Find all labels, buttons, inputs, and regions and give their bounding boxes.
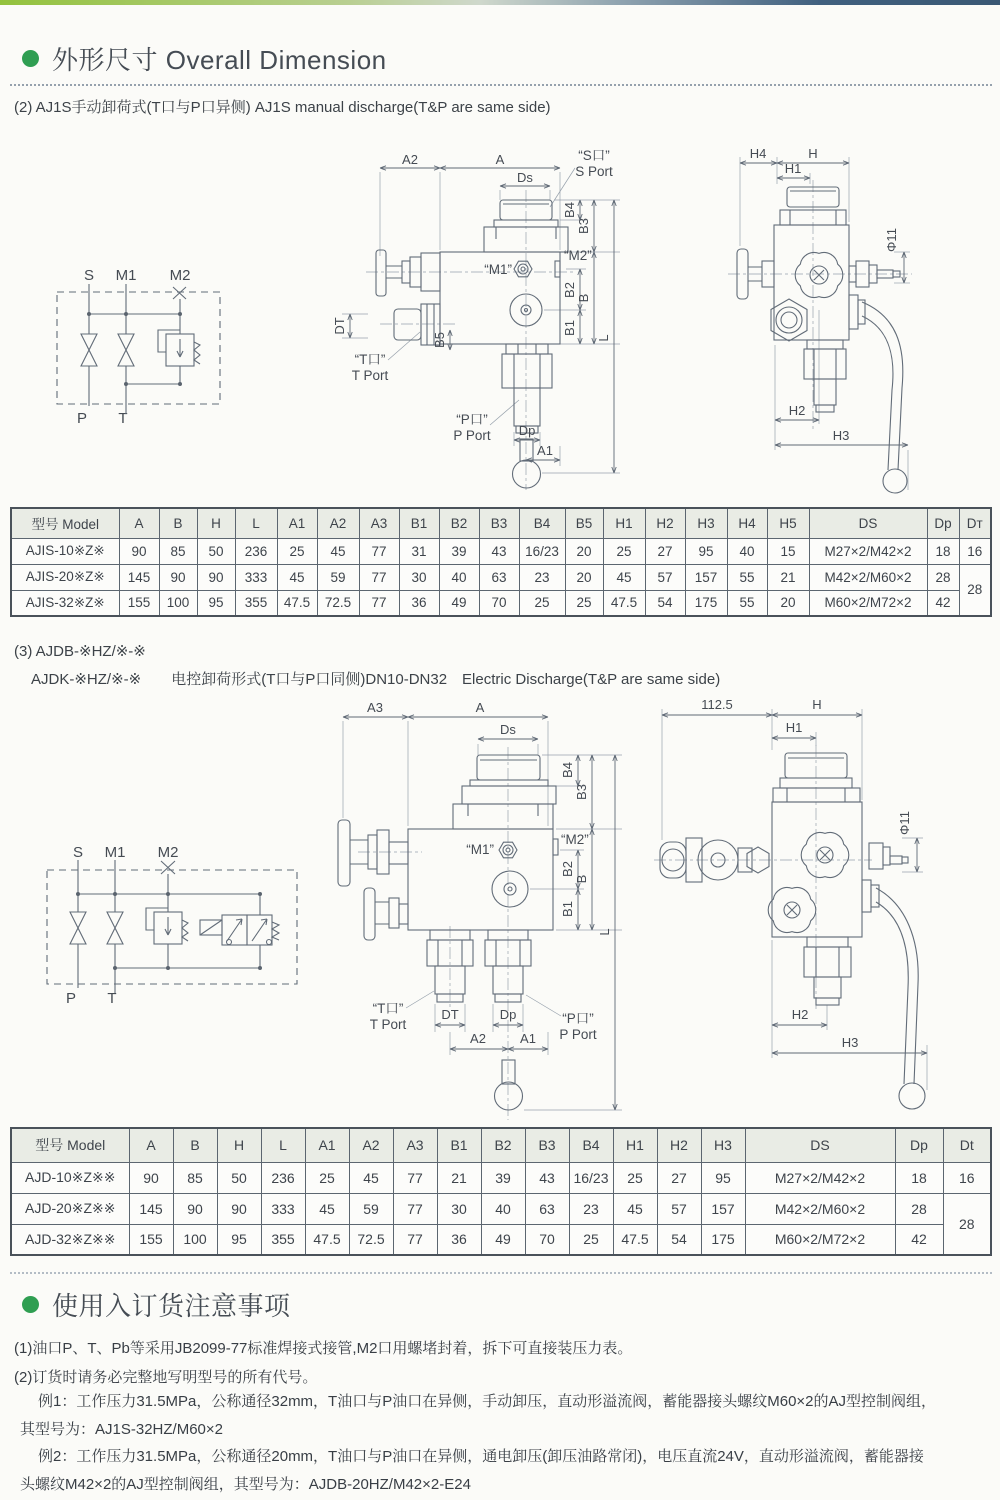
m1-port-label: “M1”	[484, 262, 512, 277]
front-view-drawing-manual-valve	[322, 138, 642, 493]
column-header: Dт	[959, 508, 991, 538]
column-header: B2	[481, 1128, 525, 1162]
value-cell: 21	[437, 1162, 481, 1193]
dim-label-l: L	[597, 928, 612, 936]
value-cell: 47.5	[613, 1224, 657, 1255]
value-cell: 25	[519, 590, 565, 616]
dim-label-b2: B2	[562, 282, 577, 298]
dim-label-a1: A1	[520, 1031, 536, 1046]
value-cell: 236	[235, 538, 277, 564]
side-view-drawing-electric-valve	[640, 690, 1000, 1120]
column-header: B1	[437, 1128, 481, 1162]
table-row	[11, 1224, 991, 1255]
dim-label-112-5: 112.5	[701, 697, 733, 712]
value-cell: 45	[317, 538, 359, 564]
dimension-lines	[662, 713, 927, 1055]
dim-label-l: L	[596, 334, 611, 342]
column-header: A	[119, 508, 159, 538]
dimension-lines	[740, 161, 908, 447]
dim-label-h3: H3	[832, 428, 850, 443]
dim-label-a2: A2	[402, 152, 418, 167]
m2-port-label: “M2”	[561, 832, 589, 847]
value-cell: 155	[129, 1224, 173, 1255]
junction-dots	[87, 312, 182, 386]
example-2-line-2: 头螺纹M42×2的AJ型控制阀组，其型号为：AJDB-20HZ/M42×2-E24	[20, 1475, 471, 1493]
ordering-note-1: (1)油口P、T、Pb等采用JB2099-77标准焊接式接管,M2口用螺堵封着，拆下可直接装压力表。	[14, 1340, 633, 1357]
column-header: H2	[645, 508, 685, 538]
table-header-row	[11, 1128, 991, 1162]
value-cell: 63	[479, 564, 519, 590]
column-header: B5	[565, 508, 603, 538]
page-top-accent-bar	[0, 0, 1000, 5]
value-cell: 36	[399, 590, 439, 616]
value-cell: 16	[959, 538, 991, 564]
dim-label-a3: A3	[367, 700, 383, 715]
column-header: B4	[569, 1128, 613, 1162]
t-port-cn-label: “T口”	[354, 352, 386, 367]
subsection-2-caption: (2) AJ1S手动卸荷式(T口与P口异侧) AJ1S manual discharge(T&P are same side)	[14, 99, 551, 116]
value-cell: 42	[895, 1224, 943, 1255]
model-cell: AJD-10※Z※※	[11, 1162, 129, 1193]
electric-discharge-desc: 电控卸荷形式(T口与P口同侧)DN10-DN32 Electric Discharge(T&P are same side)	[171, 671, 721, 688]
value-cell: 25	[613, 1162, 657, 1193]
ordering-note-2: (2)订货时请务必完整地写明型号的所有代号。	[14, 1369, 318, 1386]
value-cell: 90	[217, 1193, 261, 1224]
dim-label-b4: B4	[560, 762, 575, 778]
value-cell: 28	[943, 1193, 991, 1255]
outline-geometry	[737, 187, 907, 493]
value-cell: 175	[685, 590, 727, 616]
value-cell: 72.5	[317, 590, 359, 616]
dim-label-a: A	[475, 700, 485, 715]
value-cell: 85	[173, 1162, 217, 1193]
table-row	[11, 1162, 991, 1193]
table-row	[11, 538, 991, 564]
column-header: H3	[701, 1128, 745, 1162]
value-cell: 30	[437, 1193, 481, 1224]
column-header: L	[235, 508, 277, 538]
dimension-table-ajd	[10, 1127, 992, 1256]
value-cell: 155	[119, 590, 159, 616]
dim-label-dp: Dp	[518, 423, 536, 438]
center-lines	[358, 747, 508, 1120]
dim-label-b3: B3	[574, 784, 589, 800]
extension-lines	[343, 721, 622, 1110]
value-cell: 77	[393, 1193, 437, 1224]
value-cell: 45	[613, 1193, 657, 1224]
t-port-en-label: T Port	[369, 1017, 407, 1032]
value-cell: 54	[645, 590, 685, 616]
model-cell: AJIS-10※Z※	[11, 538, 119, 564]
value-cell: 77	[359, 538, 399, 564]
value-cell: 90	[197, 564, 235, 590]
column-header: DS	[745, 1128, 895, 1162]
table-row	[11, 564, 991, 590]
value-cell: 42	[927, 590, 959, 616]
value-cell: 49	[439, 590, 479, 616]
example-1-line-1: 例1：工作压力31.5MPa，公称通径32mm，T油口与P油口在异侧，手动卸压，直动形溢流阀，蓄能器接头螺纹M60×2的AJ型控制阀组，	[38, 1393, 937, 1410]
dim-label-b2: B2	[560, 861, 575, 877]
dotted-divider	[10, 84, 992, 86]
dim-label-h3: H3	[841, 1035, 859, 1050]
value-cell: 90	[119, 538, 159, 564]
outline-geometry	[338, 755, 558, 1110]
value-cell: 55	[727, 564, 767, 590]
p-port-en-label: P Port	[453, 428, 491, 443]
dim-label-b: B	[576, 293, 591, 303]
column-header: B1	[399, 508, 439, 538]
hydraulic-schematic-electric	[30, 830, 320, 1035]
value-cell: 25	[305, 1162, 349, 1193]
column-header: A1	[277, 508, 317, 538]
column-header: B3	[525, 1128, 569, 1162]
value-cell: 16/23	[519, 538, 565, 564]
value-cell: 355	[261, 1224, 305, 1255]
value-cell: 18	[895, 1162, 943, 1193]
value-cell: 100	[159, 590, 197, 616]
value-cell: 90	[173, 1193, 217, 1224]
value-cell: 21	[767, 564, 809, 590]
column-header: DS	[809, 508, 927, 538]
t-port-cn-label: “T口”	[372, 1001, 404, 1016]
value-cell: 45	[277, 564, 317, 590]
section-heading-ordering-notes	[22, 1286, 291, 1323]
dim-label-ds: Ds	[500, 722, 516, 737]
value-cell: 55	[727, 590, 767, 616]
value-cell: 45	[603, 564, 645, 590]
schematic-symbols	[47, 860, 297, 993]
column-header: H2	[657, 1128, 701, 1162]
value-cell: 47.5	[277, 590, 317, 616]
column-header: H	[217, 1128, 261, 1162]
value-cell: 25	[603, 538, 645, 564]
column-header: H1	[613, 1128, 657, 1162]
section-heading-overall-dimension	[22, 40, 387, 77]
column-header: A2	[317, 508, 359, 538]
column-header: H5	[767, 508, 809, 538]
value-cell: 31	[399, 538, 439, 564]
value-cell: M27×2/M42×2	[745, 1162, 895, 1193]
value-cell: 40	[727, 538, 767, 564]
model-code-line-1: (3) AJDB-※HZ/※-※	[14, 643, 146, 660]
column-header: Dt	[943, 1128, 991, 1162]
value-cell: 59	[349, 1193, 393, 1224]
value-cell: 157	[685, 564, 727, 590]
m1-port-label: “M1”	[466, 842, 494, 857]
column-header: L	[261, 1128, 305, 1162]
dim-label-phi11: Φ11	[884, 228, 899, 252]
column-header: A	[129, 1128, 173, 1162]
schematic-port-t-label: T	[107, 990, 117, 1007]
value-cell: 20	[565, 538, 603, 564]
column-header: B	[159, 508, 197, 538]
green-bullet-icon	[22, 1296, 39, 1313]
value-cell: M27×2/M42×2	[809, 538, 927, 564]
value-cell: 77	[393, 1224, 437, 1255]
dim-label-phi11: Φ11	[897, 811, 912, 835]
dim-label-h: H	[812, 697, 822, 712]
column-header: Dp	[927, 508, 959, 538]
dim-label-a1: A1	[537, 443, 553, 458]
s-port-en-label: S Port	[575, 164, 613, 179]
value-cell: 50	[217, 1162, 261, 1193]
value-cell: 23	[519, 564, 565, 590]
schematic-symbols	[57, 284, 220, 414]
value-cell: 47.5	[305, 1224, 349, 1255]
extension-lines	[662, 709, 927, 1090]
value-cell: 47.5	[603, 590, 645, 616]
dotted-divider	[10, 1272, 992, 1274]
model-code-line-2	[14, 666, 720, 694]
schematic-port-m1-label: M1	[115, 267, 137, 284]
dim-label-h2: H2	[791, 1007, 809, 1022]
value-cell: 23	[569, 1193, 613, 1224]
value-cell: 40	[481, 1193, 525, 1224]
value-cell: M42×2/M60×2	[745, 1193, 895, 1224]
value-cell: 57	[645, 564, 685, 590]
value-cell: 25	[569, 1224, 613, 1255]
hydraulic-schematic-manual	[42, 256, 312, 454]
value-cell: 50	[197, 538, 235, 564]
value-cell: 43	[479, 538, 519, 564]
model-cell: AJD-20※Z※※	[11, 1193, 129, 1224]
value-cell: 77	[359, 564, 399, 590]
value-cell: 333	[235, 564, 277, 590]
value-cell: 28	[927, 564, 959, 590]
value-cell: 77	[359, 590, 399, 616]
value-cell: 40	[439, 564, 479, 590]
value-cell: 18	[927, 538, 959, 564]
dim-label-ds: Ds	[517, 170, 533, 185]
dim-label-b1: B1	[562, 320, 577, 336]
dim-label-h2: H2	[788, 403, 806, 418]
schematic-port-t-label: T	[118, 410, 128, 427]
dim-label-dt: DT	[332, 317, 347, 335]
column-header: A3	[393, 1128, 437, 1162]
value-cell: 20	[767, 590, 809, 616]
green-bullet-icon	[22, 50, 39, 67]
section-title: 外形尺寸 Overall Dimension	[52, 45, 387, 75]
value-cell: 72.5	[349, 1224, 393, 1255]
value-cell: 70	[479, 590, 519, 616]
column-header: 型号 Model	[11, 508, 119, 538]
value-cell: 145	[119, 564, 159, 590]
value-cell: 95	[685, 538, 727, 564]
value-cell: M60×2/M72×2	[809, 590, 927, 616]
p-port-cn-label: “P口”	[456, 412, 488, 427]
dimension-lines	[343, 715, 617, 1110]
value-cell: 20	[565, 564, 603, 590]
dim-label-dp: Dp	[499, 1007, 517, 1022]
value-cell: 355	[235, 590, 277, 616]
column-header: H3	[685, 508, 727, 538]
schematic-port-m2-label: M2	[169, 267, 191, 284]
value-cell: 95	[197, 590, 235, 616]
ordering-examples	[20, 1388, 936, 1498]
p-port-cn-label: “P口”	[562, 1011, 594, 1026]
dim-label-h: H	[808, 146, 818, 161]
schematic-port-m1-label: M1	[104, 844, 126, 861]
value-cell: 236	[261, 1162, 305, 1193]
value-cell: 28	[959, 564, 991, 616]
subsection-3-caption	[14, 638, 720, 694]
value-cell: 27	[645, 538, 685, 564]
value-cell: 57	[657, 1193, 701, 1224]
value-cell: 36	[437, 1224, 481, 1255]
dim-label-b5: B5	[432, 332, 447, 348]
dimension-table-ajis	[10, 507, 992, 617]
dim-label-h1: H1	[785, 720, 803, 735]
value-cell: 16/23	[569, 1162, 613, 1193]
value-cell: 43	[525, 1162, 569, 1193]
s-port-cn-label: “S口”	[578, 148, 610, 163]
value-cell: 333	[261, 1193, 305, 1224]
outline-geometry	[660, 753, 925, 1109]
column-header: A3	[359, 508, 399, 538]
model-cell: AJIS-20※Z※	[11, 564, 119, 590]
model-cell: AJD-32※Z※※	[11, 1224, 129, 1255]
p-port-en-label: P Port	[559, 1027, 597, 1042]
column-header: B	[173, 1128, 217, 1162]
value-cell: 175	[701, 1224, 745, 1255]
value-cell: 59	[317, 564, 359, 590]
center-lines	[728, 180, 912, 430]
value-cell: 85	[159, 538, 197, 564]
value-cell: 15	[767, 538, 809, 564]
front-view-drawing-electric-valve	[330, 692, 660, 1122]
example-1-line-2: 其型号为：AJ1S-32HZ/M60×2	[20, 1420, 223, 1438]
column-header: Dp	[895, 1128, 943, 1162]
value-cell: 95	[701, 1162, 745, 1193]
column-header: H1	[603, 508, 645, 538]
m2-port-label: “M2”	[564, 248, 592, 263]
column-header: 型号 Model	[11, 1128, 129, 1162]
value-cell: 49	[481, 1224, 525, 1255]
value-cell: 54	[657, 1224, 701, 1255]
dim-label-b4: B4	[562, 202, 577, 218]
value-cell: 39	[439, 538, 479, 564]
column-header: H	[197, 508, 235, 538]
value-cell: 39	[481, 1162, 525, 1193]
table-row	[11, 590, 991, 616]
model-cell: AJIS-32※Z※	[11, 590, 119, 616]
schematic-port-p-label: P	[65, 990, 77, 1007]
schematic-port-m2-label: M2	[157, 844, 179, 861]
value-cell: 157	[701, 1193, 745, 1224]
value-cell: 100	[173, 1224, 217, 1255]
model-code-ajdk: AJDK-※HZ/※-※	[31, 671, 142, 688]
table-row	[11, 1193, 991, 1224]
value-cell: 45	[349, 1162, 393, 1193]
side-view-drawing-manual-valve	[680, 140, 1000, 500]
value-cell: 95	[217, 1224, 261, 1255]
value-cell: 145	[129, 1193, 173, 1224]
schematic-port-s-label: S	[72, 844, 84, 861]
value-cell: 45	[305, 1193, 349, 1224]
value-cell: 70	[525, 1224, 569, 1255]
value-cell: 77	[393, 1162, 437, 1193]
dim-label-dt: DT	[441, 1007, 459, 1022]
schematic-port-p-label: P	[76, 410, 88, 427]
column-header: B3	[479, 508, 519, 538]
value-cell: 90	[159, 564, 197, 590]
table-header-row	[11, 508, 991, 538]
column-header: H4	[727, 508, 767, 538]
value-cell: M42×2/M60×2	[809, 564, 927, 590]
value-cell: 28	[895, 1193, 943, 1224]
schematic-port-s-label: S	[83, 267, 95, 284]
dim-label-h1: H1	[784, 161, 802, 176]
dim-label-b1: B1	[560, 901, 575, 917]
value-cell: M60×2/M72×2	[745, 1224, 895, 1255]
value-cell: 63	[525, 1193, 569, 1224]
value-cell: 16	[943, 1162, 991, 1193]
column-header: A2	[349, 1128, 393, 1162]
value-cell: 25	[277, 538, 317, 564]
dim-label-a2: A2	[470, 1031, 486, 1046]
value-cell: 90	[129, 1162, 173, 1193]
dim-label-a: A	[495, 152, 505, 167]
value-cell: 25	[565, 590, 603, 616]
example-2-line-1: 例2：工作压力31.5MPa，公称通径20mm，T油口与P油口在异侧，通电卸压(卸压油路常闭)，电压直流24V，直动形溢流阀，蓄能器接	[38, 1448, 924, 1465]
dim-label-b3: B3	[576, 218, 591, 234]
value-cell: 27	[657, 1162, 701, 1193]
section-title: 使用入订货注意事项	[52, 1291, 291, 1321]
dim-label-b: B	[574, 874, 589, 884]
column-header: B2	[439, 508, 479, 538]
column-header: B4	[519, 508, 565, 538]
value-cell: 30	[399, 564, 439, 590]
dim-label-h4: H4	[749, 146, 767, 161]
column-header: A1	[305, 1128, 349, 1162]
t-port-en-label: T Port	[351, 368, 389, 383]
